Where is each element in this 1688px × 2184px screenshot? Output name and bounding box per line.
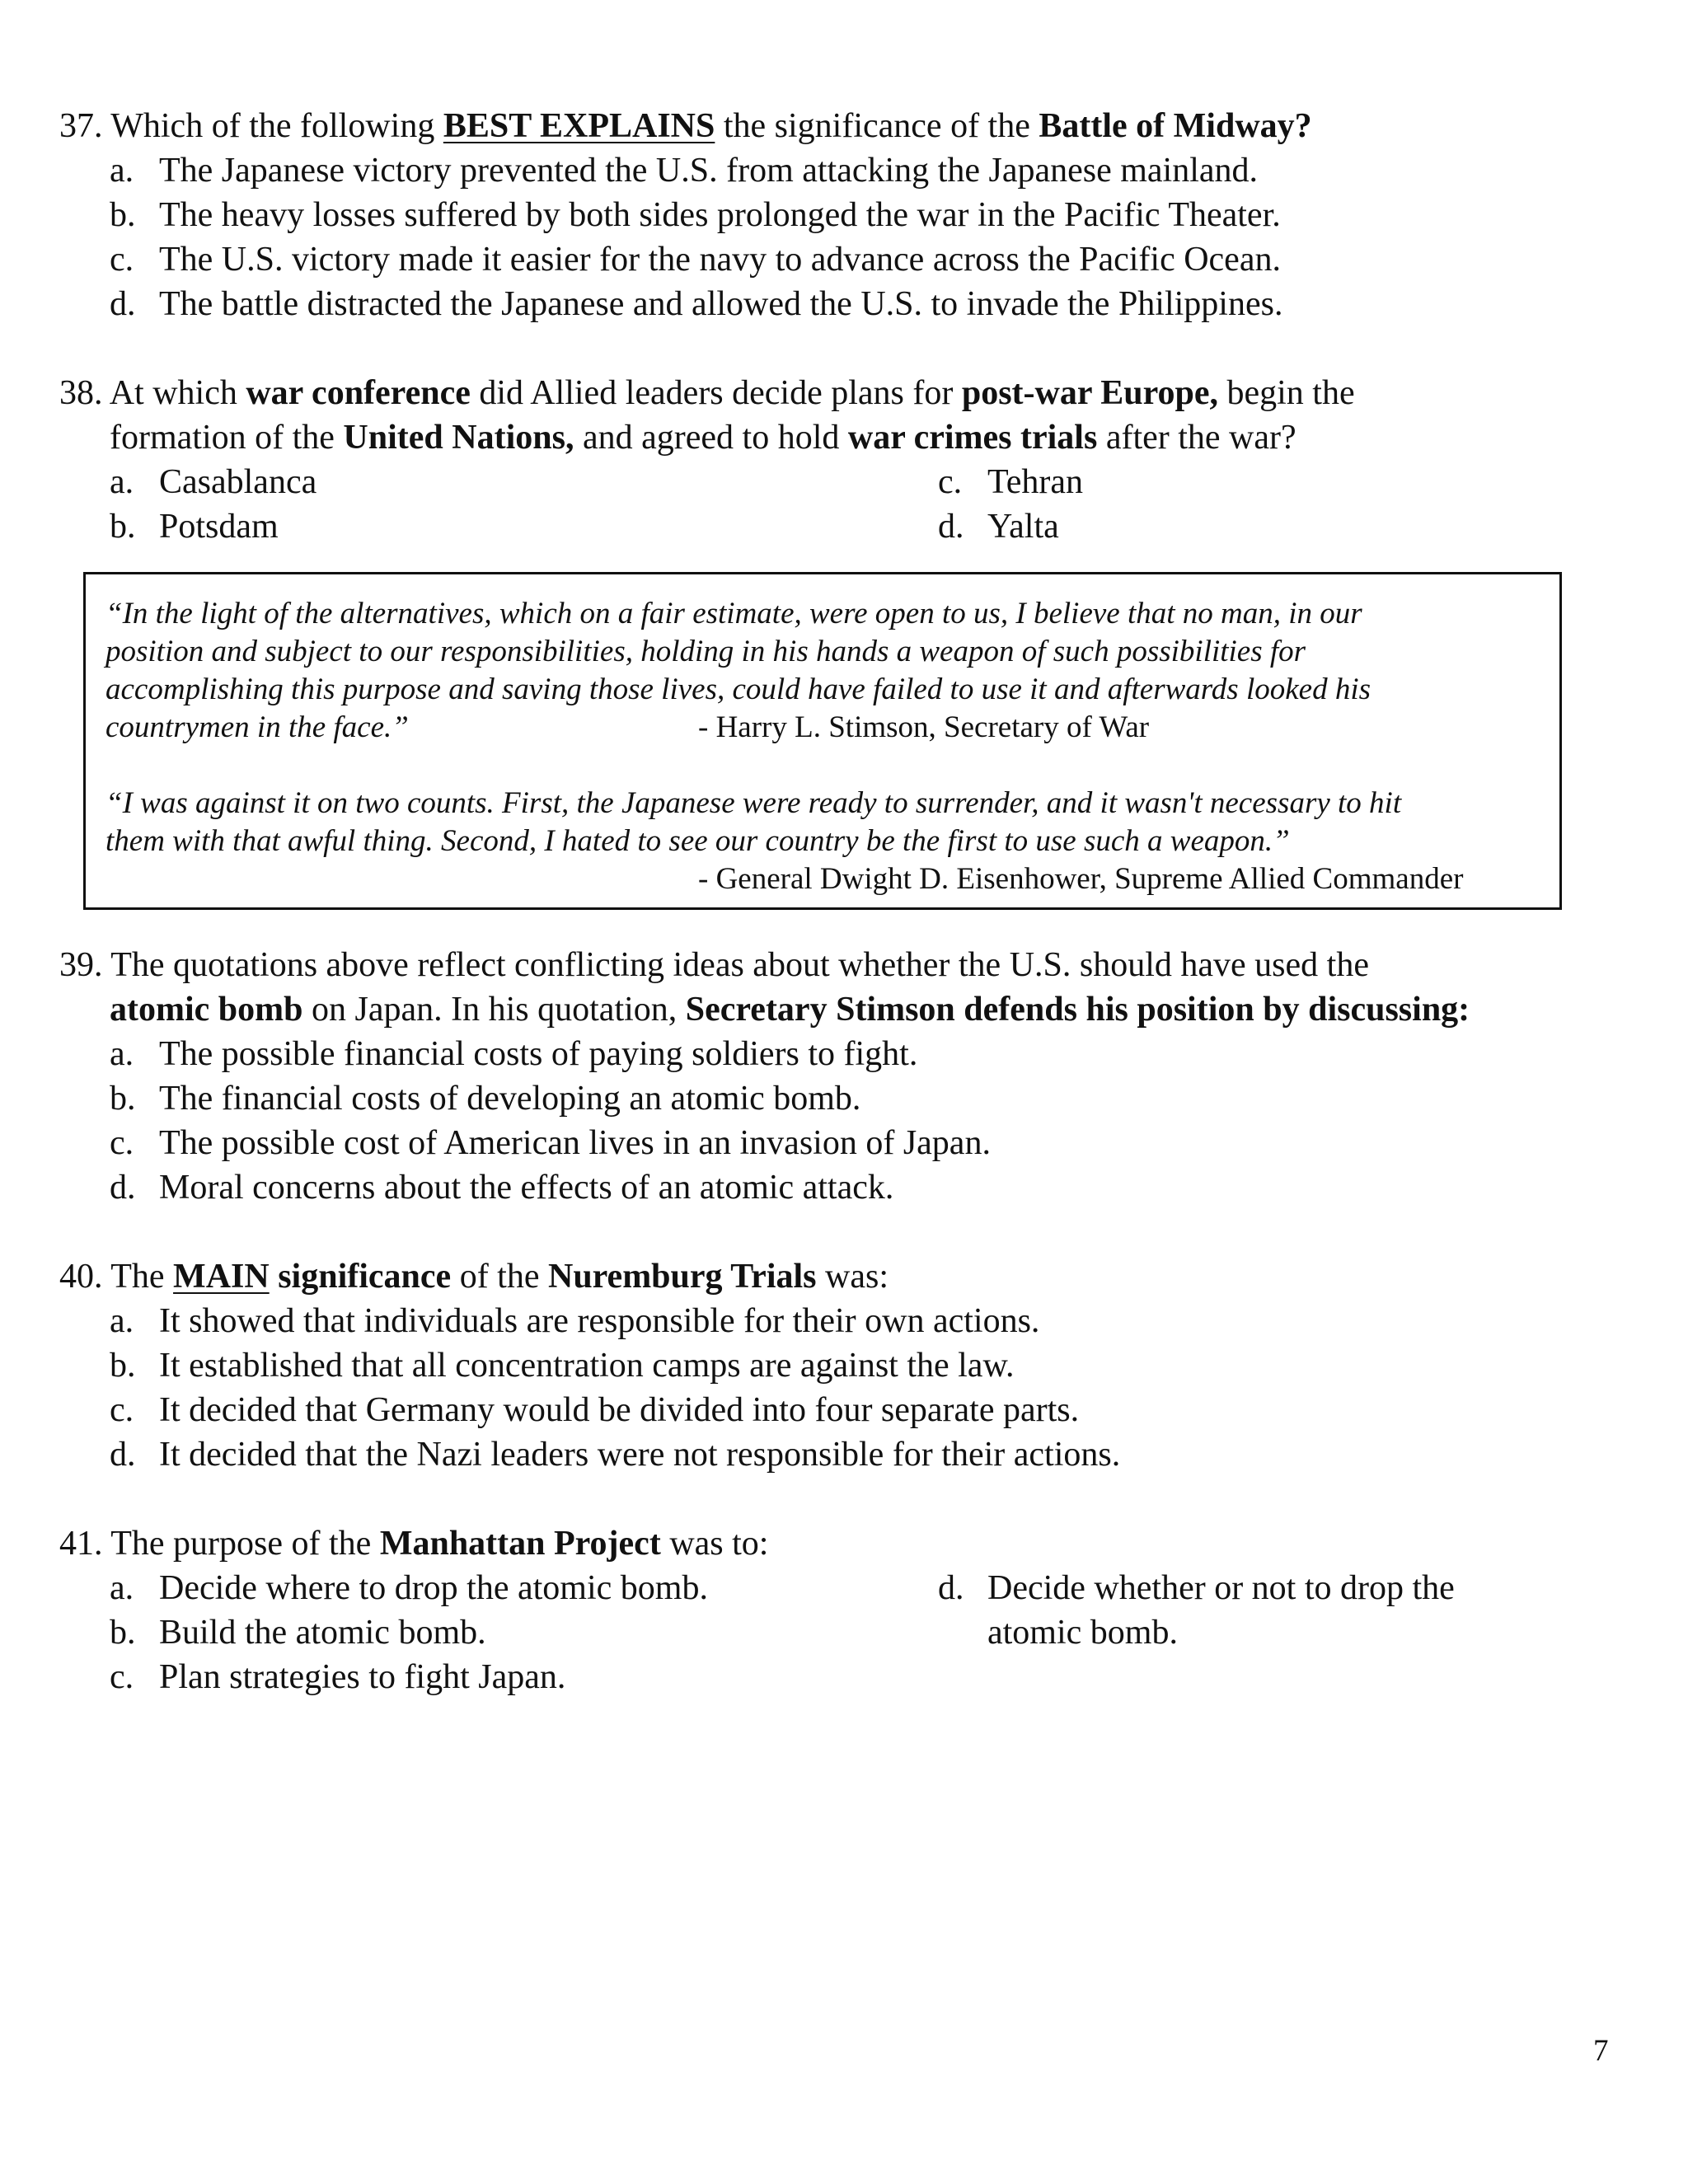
question-38-option-d[interactable]: d. Yalta <box>938 508 1059 546</box>
question-39-option-a[interactable]: a. The possible financial costs of paying soldiers to fight. <box>110 1035 918 1073</box>
eisenhower-quote-line-1: “I was against it on two counts. First, the Japanese were ready to surrender, and it wasn't necessary to hit <box>106 786 1402 820</box>
question-40-stem: 40. The MAIN significance of the Nuremburg Trials was: <box>59 1258 889 1296</box>
stimson-quote-line-2: position and subject to our responsibilities, holding in his hands a weapon of such possibilities for <box>106 635 1306 668</box>
question-40-option-c[interactable]: c. It decided that Germany would be divided into four separate parts. <box>110 1391 1080 1429</box>
question-38-option-c[interactable]: c. Tehran <box>938 463 1083 501</box>
stimson-attribution: - Harry L. Stimson, Secretary of War <box>698 710 1150 744</box>
stimson-quote-line-1: “In the light of the alternatives, which on a fair estimate, were open to us, I believe that no man, in our <box>106 597 1362 630</box>
question-41-option-b[interactable]: b. Build the atomic bomb. <box>110 1614 486 1652</box>
question-38-stem-line-2: formation of the United Nations, and agreed to hold war crimes trials after the war? <box>110 419 1296 457</box>
question-40-option-d[interactable]: d. It decided that the Nazi leaders were not responsible for their actions. <box>110 1436 1121 1474</box>
question-38-option-a[interactable]: a. Casablanca <box>110 463 317 501</box>
question-40-option-a[interactable]: a. It showed that individuals are responsible for their own actions. <box>110 1302 1040 1340</box>
question-38-option-b[interactable]: b. Potsdam <box>110 508 279 546</box>
question-39-stem-line-1: 39. The quotations above reflect conflicting ideas about whether the U.S. should have used the <box>59 946 1369 984</box>
emphasis-main: MAIN <box>173 1258 270 1296</box>
question-37-option-b[interactable]: b. The heavy losses suffered by both sides prolonged the war in the Pacific Theater. <box>110 196 1281 234</box>
question-37-stem: 37. Which of the following BEST EXPLAINS the significance of the Battle of Midway? <box>59 107 1312 145</box>
page-number: 7 <box>1593 2034 1609 2068</box>
stimson-quote-line-4: countrymen in the face.” <box>106 710 409 744</box>
question-39-option-d[interactable]: d. Moral concerns about the effects of an atomic attack. <box>110 1169 894 1207</box>
question-41-stem: 41. The purpose of the Manhattan Project was to: <box>59 1525 769 1563</box>
question-41-option-c[interactable]: c. Plan strategies to fight Japan. <box>110 1658 566 1696</box>
question-38-stem-line-1: 38. At which war conference did Allied leaders decide plans for post-war Europe, begin the <box>59 374 1355 412</box>
question-40-option-b[interactable]: b. It established that all concentration camps are against the law. <box>110 1347 1015 1385</box>
stimson-quote-line-3: accomplishing this purpose and saving those lives, could have failed to use it and afterwards looked his <box>106 673 1371 706</box>
eisenhower-attribution: - General Dwight D. Eisenhower, Supreme Allied Commander <box>698 862 1464 896</box>
question-37-option-c[interactable]: c. The U.S. victory made it easier for the navy to advance across the Pacific Ocean. <box>110 241 1281 279</box>
question-39-option-c[interactable]: c. The possible cost of American lives in an invasion of Japan. <box>110 1124 991 1162</box>
eisenhower-quote-line-2: them with that awful thing. Second, I hated to see our country be the first to use such a weapon.” <box>106 824 1290 858</box>
emphasis-best-explains: BEST EXPLAINS <box>443 107 715 145</box>
question-39-option-b[interactable]: b. The financial costs of developing an atomic bomb. <box>110 1080 861 1118</box>
question-37-option-d[interactable]: d. The battle distracted the Japanese and allowed the U.S. to invade the Philippines. <box>110 285 1283 323</box>
question-41-option-a[interactable]: a. Decide where to drop the atomic bomb. <box>110 1569 708 1607</box>
question-37-option-a[interactable]: a. The Japanese victory prevented the U.S. from attacking the Japanese mainland. <box>110 152 1259 190</box>
question-41-option-d[interactable]: d. Decide whether or not to drop the atomic bomb. <box>938 1569 1455 1652</box>
question-39-stem-line-2: atomic bomb on Japan. In his quotation, Secretary Stimson defends his position by discussing: <box>110 991 1470 1029</box>
